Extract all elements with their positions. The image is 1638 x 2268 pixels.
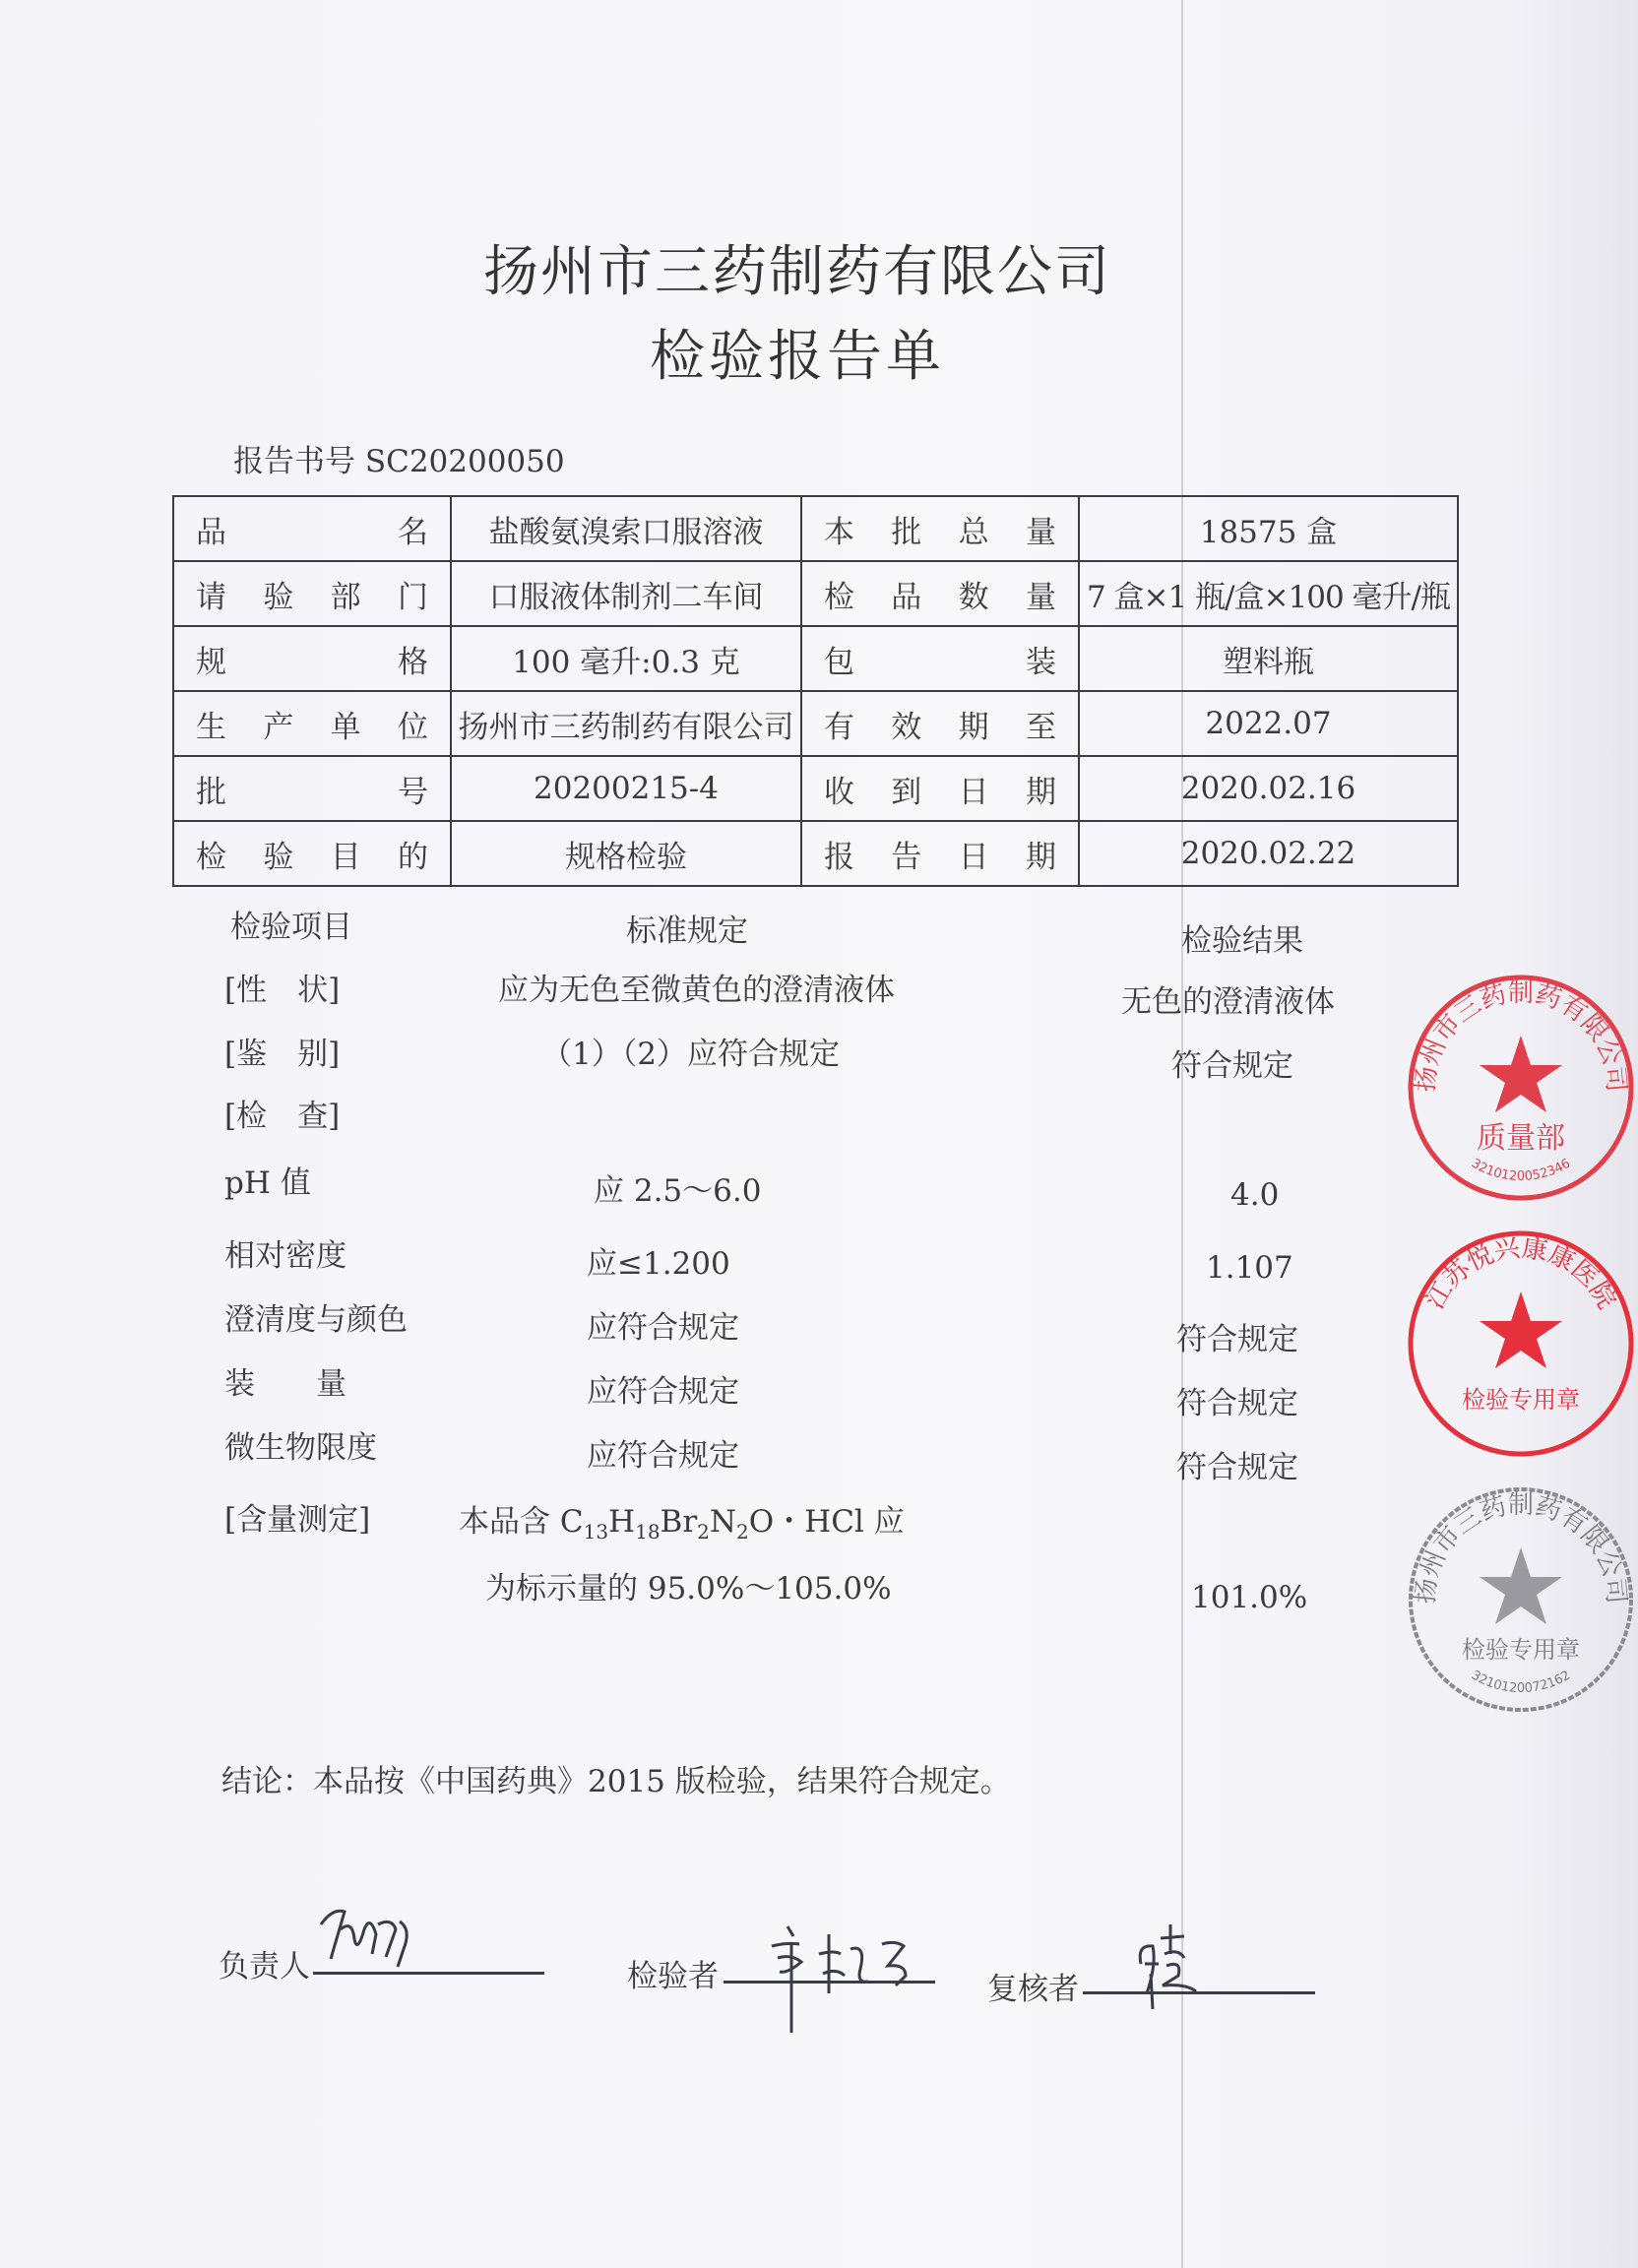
conclusion: 结论：本品按《中国药典》2015 版检验，结果符合规定。 (221, 1764, 1011, 1799)
result-item: 微生物限度 (224, 1430, 377, 1466)
info-row (173, 626, 1458, 691)
field-value: 盐酸氨溴索口服溶液 (451, 496, 801, 561)
assay-formula (559, 1504, 864, 1544)
formula-part: 13 (583, 1520, 609, 1544)
result-standard: 应为无色至微黄色的澄清液体 (498, 973, 895, 1008)
formula-part: 2 (697, 1520, 710, 1544)
result-value: 4.0 (1230, 1177, 1280, 1213)
document-title: 检验报告单 (650, 325, 945, 389)
assay-result: 101.0% (1191, 1580, 1308, 1615)
result-item: 装 量 (224, 1366, 346, 1402)
field-value: 7 盒×1 瓶/盒×100 毫升/瓶 (1079, 561, 1458, 626)
result-value: 无色的澄清液体 (1121, 984, 1335, 1020)
responsible-label: 负责人 (219, 1949, 310, 1984)
formula-part: N (709, 1504, 737, 1540)
stamp-ring-text: 扬州市三药制药有限公司 (1411, 1490, 1631, 1606)
col-header-standard: 标准规定 (626, 914, 748, 949)
assay-suffix: 应 (863, 1504, 905, 1540)
star-icon (1480, 1036, 1562, 1112)
field-value: 扬州市三药制药有限公司 (451, 691, 801, 756)
result-standard: 应 2.5～6.0 (594, 1173, 762, 1209)
info-row (173, 561, 1458, 626)
formula-part: 18 (635, 1520, 661, 1544)
field-label: 收到日期 (801, 756, 1079, 821)
report-number-value: SC20200050 (364, 444, 565, 479)
field-label: 检品数量 (801, 561, 1079, 626)
result-standard: （1）（2）应符合规定 (541, 1037, 840, 1072)
field-value: 规格检验 (451, 821, 801, 886)
result-value: 1.107 (1206, 1250, 1293, 1286)
report-number-label: 报告书号 (233, 444, 355, 479)
svg-text:3210120052346 (1469, 1157, 1573, 1184)
assay-standard-line2: 为标示量的 95.0%～105.0% (485, 1571, 892, 1606)
stamp-center-text: 检验专用章 (1462, 1636, 1580, 1664)
result-item: [鉴 别] (224, 1037, 341, 1072)
result-item: [性 状] (224, 973, 341, 1008)
assay-prefix: 本品含 (459, 1504, 560, 1540)
stamp-ring-text: 扬州市三药制药有限公司 (1411, 978, 1631, 1094)
field-value: 2022.07 (1079, 691, 1458, 756)
result-item: 澄清度与颜色 (224, 1302, 408, 1338)
result-standard: 应符合规定 (587, 1438, 739, 1474)
field-label: 报告日期 (801, 821, 1079, 886)
field-value: 100 毫升:0.3 克 (451, 626, 801, 691)
field-label: 批号 (173, 756, 451, 821)
reviewer-signature (1127, 1915, 1235, 2023)
result-standard: 应符合规定 (587, 1374, 739, 1410)
inspection-stamp (1408, 1486, 1634, 1713)
stamp-ring-text: 江苏悦兴康康医院 (1419, 1233, 1622, 1314)
svg-text:3210120072162 (1469, 1669, 1573, 1696)
col-header-result: 检验结果 (1181, 923, 1303, 959)
stamp-code-text: 3210120072162 (1468, 1668, 1574, 1696)
result-value: 符合规定 (1176, 1322, 1298, 1357)
field-label: 生产单位 (173, 691, 451, 756)
result-value: 符合规定 (1176, 1450, 1298, 1485)
field-label: 有效期至 (801, 691, 1079, 756)
field-value: 塑料瓶 (1079, 626, 1458, 691)
stamp-code-text: 3210120052346 (1468, 1156, 1574, 1184)
info-table (172, 495, 1459, 887)
field-value: 18575 盒 (1079, 496, 1458, 561)
info-row (173, 756, 1458, 821)
report-number (233, 436, 565, 480)
inspector-signature (758, 1915, 935, 2043)
result-standard: 应符合规定 (587, 1310, 739, 1346)
result-value: 符合规定 (1171, 1048, 1293, 1084)
result-item: 相对密度 (224, 1238, 346, 1274)
quality-dept-stamp (1408, 975, 1634, 1201)
star-icon (1480, 1547, 1562, 1624)
result-value: 符合规定 (1176, 1386, 1298, 1421)
hospital-stamp (1408, 1230, 1634, 1457)
formula-part: O・HCl (748, 1504, 864, 1540)
result-item: pH 值 (224, 1166, 311, 1201)
formula-part: H (608, 1504, 636, 1540)
stamp-center-text: 质量部 (1477, 1121, 1565, 1156)
info-row (173, 691, 1458, 756)
info-row (173, 821, 1458, 886)
col-header-item: 检验项目 (230, 910, 352, 945)
responsible-signature (313, 1900, 431, 1979)
result-standard: 应≤1.200 (587, 1246, 730, 1282)
assay-standard-line1 (459, 1496, 905, 1544)
field-label: 请验部门 (173, 561, 451, 626)
field-value: 2020.02.22 (1079, 821, 1458, 886)
field-label: 规格 (173, 626, 451, 691)
stamp-inner-text: 检验专用章 (1462, 1386, 1580, 1414)
field-label: 检验目的 (173, 821, 451, 886)
company-title: 扬州市三药制药有限公司 (483, 240, 1111, 304)
reviewer-label: 复核者 (987, 1972, 1079, 2007)
field-value: 2020.02.16 (1079, 756, 1458, 821)
result-item: [检 查] (224, 1099, 341, 1134)
formula-part: C (559, 1504, 584, 1540)
assay-item: [含量测定] (224, 1502, 371, 1538)
field-value: 20200215-4 (451, 756, 801, 821)
formula-part: Br (660, 1504, 698, 1540)
field-label: 品名 (173, 496, 451, 561)
field-label: 本批总量 (801, 496, 1079, 561)
info-row (173, 496, 1458, 561)
field-value: 口服液体制剂二车间 (451, 561, 801, 626)
inspector-label: 检验者 (627, 1959, 719, 1994)
star-icon (1480, 1292, 1562, 1368)
formula-part: 2 (736, 1520, 749, 1544)
field-label: 包装 (801, 626, 1079, 691)
